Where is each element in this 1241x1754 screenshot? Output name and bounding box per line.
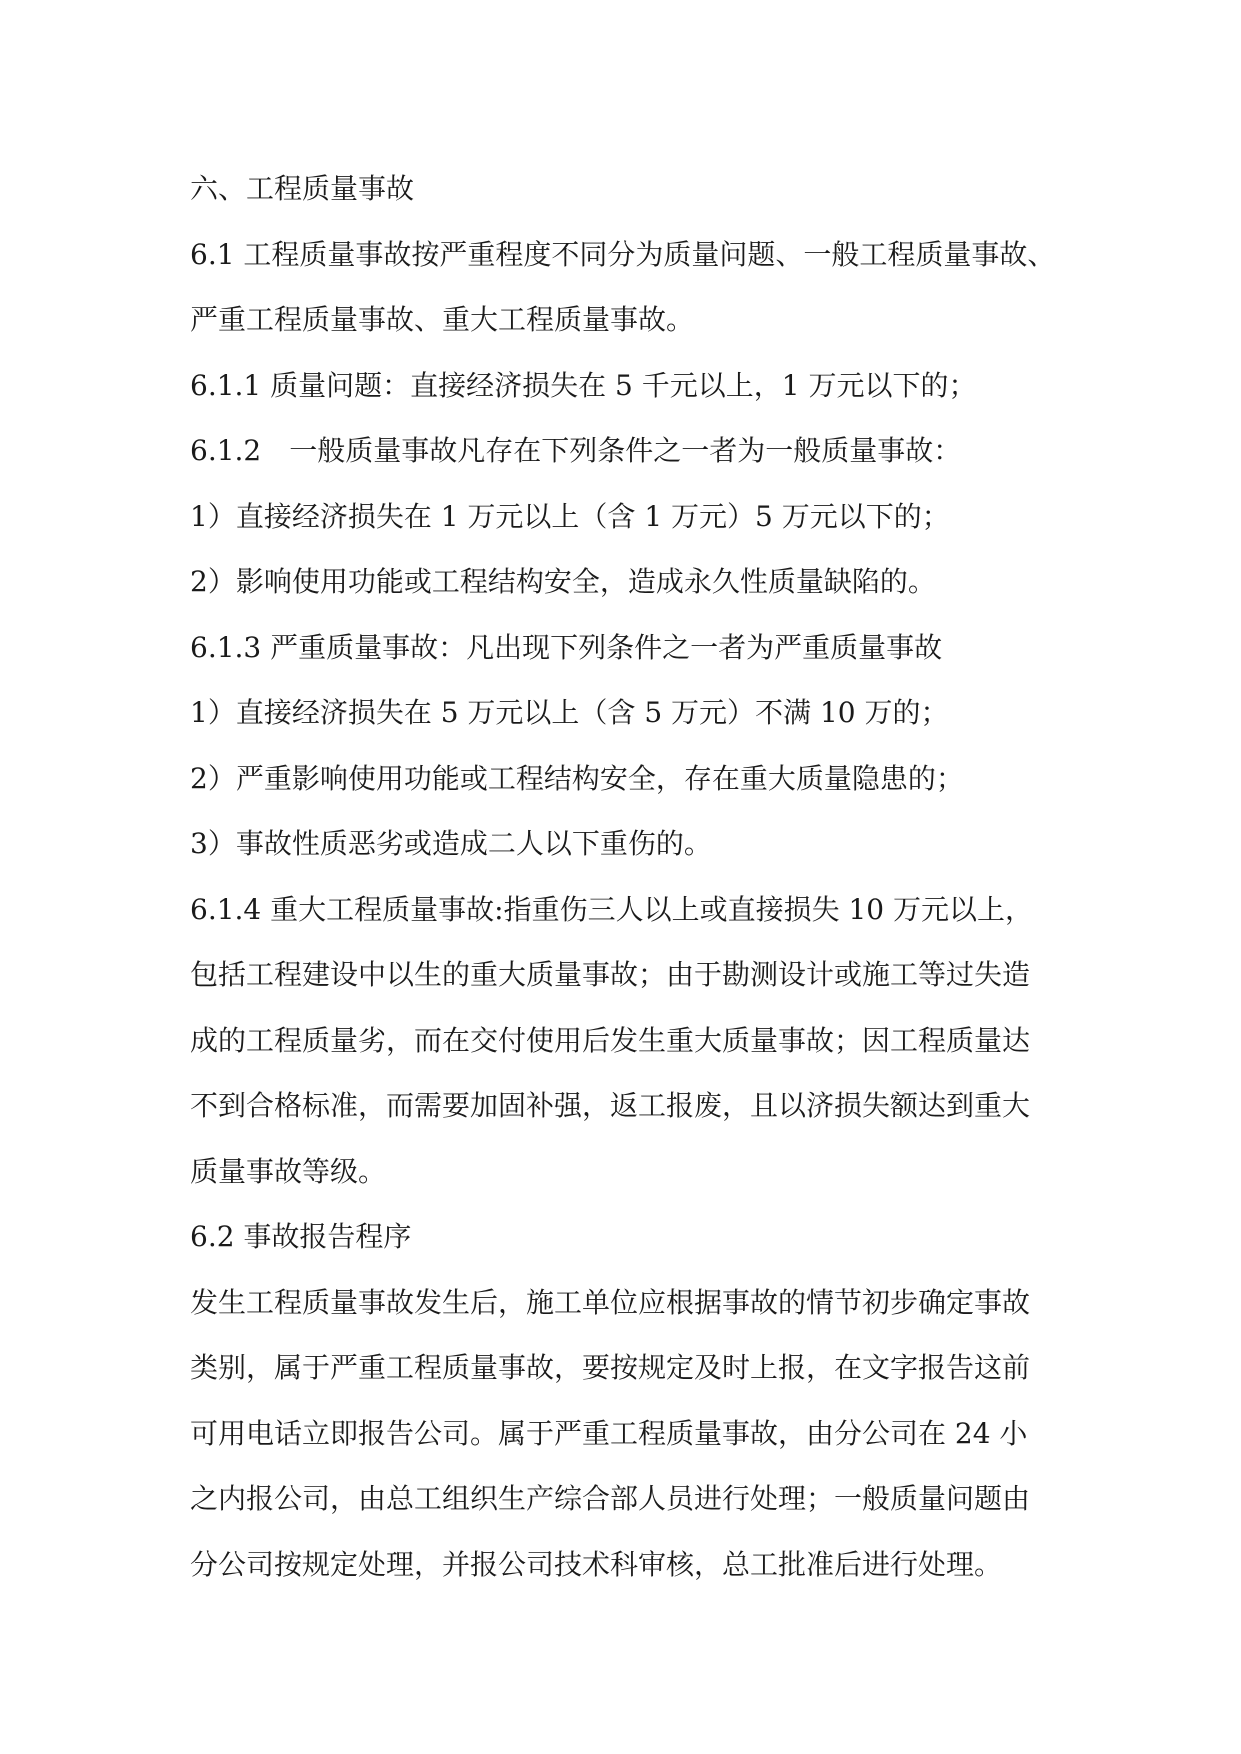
text-line: 6.1 工程质量事故按严重程度不同分为质量问题、一般工程质量事故、 (190, 237, 1056, 271)
text-line: 发生工程质量事故发生后，施工单位应根据事故的情节初步确定事故 (190, 1285, 1031, 1319)
text-line: 6.1.4 重大工程质量事故:指重伤三人以上或直接损失 10 万元以上， (190, 892, 1034, 926)
subsection-heading: 6.2 事故报告程序 (190, 1220, 412, 1253)
text-line: 可用电话立即报告公司。属于严重工程质量事故，由分公司在 24 小 (190, 1416, 1028, 1450)
text-line: 3）事故性质恶劣或造成二人以下重伤的。 (190, 827, 712, 860)
section-heading: 六、工程质量事故 (190, 172, 415, 205)
text-line: 1）直接经济损失在 5 万元以上（含 5 万元）不满 10 万的； (190, 696, 949, 729)
document-body (190, 156, 1070, 1597)
text-line: 之内报公司，由总工组织生产综合部人员进行处理；一般质量问题由 (190, 1482, 1031, 1515)
text-line: 1）直接经济损失在 1 万元以上（含 1 万元）5 万元以下的； (190, 499, 950, 533)
text-line: 6.1.2 一般质量事故凡存在下列条件之一者为一般质量事故： (190, 434, 962, 467)
text-line: 分公司按规定处理，并报公司技术科审核，总工批准后进行处理。 (190, 1547, 1003, 1581)
text-line: 2）影响使用功能或工程结构安全，造成永久性质量缺陷的。 (190, 565, 936, 598)
text-line: 类别，属于严重工程质量事故，要按规定及时上报，在文字报告这前 (190, 1351, 1031, 1384)
text-line: 严重工程质量事故、重大工程质量事故。 (190, 303, 695, 336)
text-line: 6.1.3 严重质量事故：凡出现下列条件之一者为严重质量事故 (190, 630, 943, 664)
text-line: 2）严重影响使用功能或工程结构安全，存在重大质量隐患的； (190, 761, 964, 795)
text-line: 6.1.1 质量问题：直接经济损失在 5 千元以上，1 万元以下的； (190, 368, 977, 402)
text-line: 质量事故等级。 (190, 1154, 387, 1188)
text-line: 包括工程建设中以生的重大质量事故；由于勘测设计或施工等过失造 (190, 958, 1031, 991)
text-line: 成的工程质量劣，而在交付使用后发生重大质量事故；因工程质量达 (190, 1023, 1031, 1057)
text-line: 不到合格标准，而需要加固补强，返工报废，且以济损失额达到重大 (190, 1089, 1031, 1122)
